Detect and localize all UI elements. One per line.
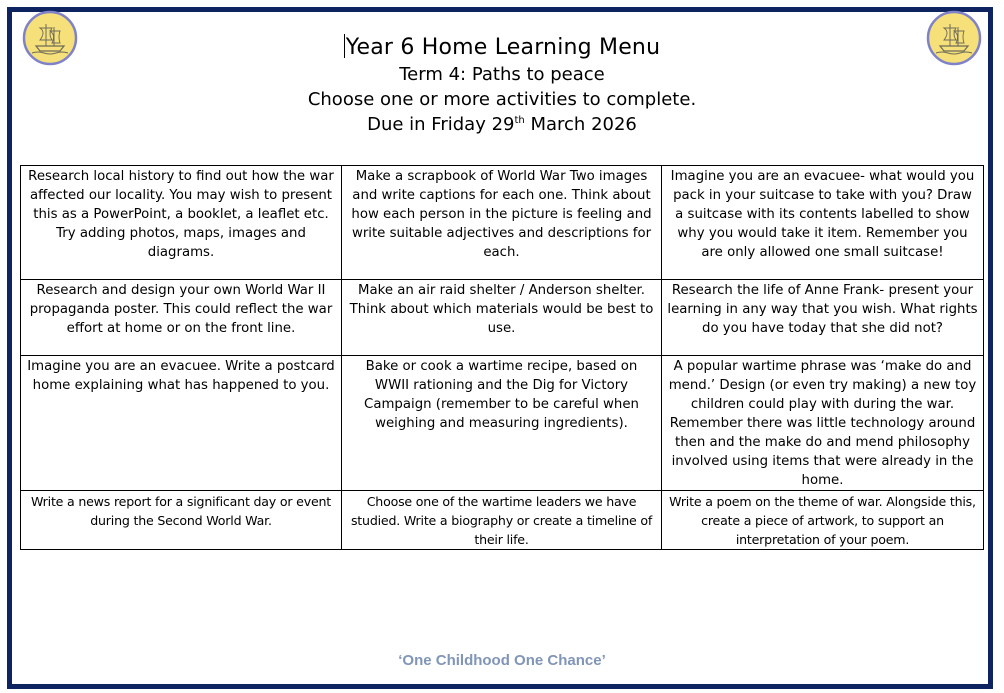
due-ordinal: th bbox=[514, 115, 525, 126]
due-date bbox=[0, 112, 1004, 137]
table-row bbox=[21, 280, 984, 356]
table-row bbox=[21, 166, 984, 280]
activity-cell: Research local history to find out how the war affected our locality. You may wish to present this as a PowerPoint, a booklet, a leaflet etc. Try adding photos, maps, images and diagrams. bbox=[21, 166, 342, 280]
activity-cell: Research the life of Anne Frank- present your learning in any way that you wish. What rights do you have today that she did not? bbox=[662, 280, 984, 356]
activity-cell: Make an air raid shelter / Anderson shelter. Think about which materials would be best to use. bbox=[342, 280, 662, 356]
term-subtitle: Term 4: Paths to peace bbox=[399, 64, 605, 85]
instruction-text: Choose one or more activities to complete. bbox=[307, 89, 697, 110]
activity-cell: Make a scrapbook of World War Two images and write captions for each one. Think about how each person in the picture is feeling and write suitable adjectives and descriptions for each. bbox=[342, 166, 662, 280]
activity-cell: Write a poem on the theme of war. Alongside this, create a piece of artwork, to support an interpretation of your poem. bbox=[662, 491, 984, 550]
text-cursor bbox=[344, 34, 345, 58]
activity-cell: Imagine you are an evacuee. Write a postcard home explaining what has happened to you. bbox=[21, 356, 342, 491]
activity-cell: Imagine you are an evacuee- what would you pack in your suitcase to take with you? Draw a suitcase with its contents labelled to show why you would take it item. Remember you are only allowed one small suitcase! bbox=[662, 166, 984, 280]
activity-menu-table bbox=[20, 165, 984, 550]
activity-cell: Research and design your own World War II propaganda poster. This could reflect the war effort at home or on the front line. bbox=[21, 280, 342, 356]
activity-cell: Bake or cook a wartime recipe, based on WWII rationing and the Dig for Victory Campaign (remember to be careful when weighing and measuring ingredients). bbox=[342, 356, 662, 491]
activity-cell: A popular wartime phrase was ‘make do and mend.’ Design (or even try making) a new toy children could play with during the war. Remember there was little technology around then and the make do and mend philosophy involved using items that were already in the home. bbox=[662, 356, 984, 491]
page-title[interactable] bbox=[0, 34, 1004, 62]
document-header bbox=[0, 34, 1004, 137]
table-row bbox=[21, 491, 984, 550]
due-prefix: Due in Friday 29 bbox=[367, 114, 515, 135]
due-rest: March 2026 bbox=[524, 114, 637, 135]
school-motto: ‘One Childhood One Chance’ bbox=[398, 652, 606, 669]
title-text: Year 6 Home Learning Menu bbox=[345, 35, 661, 60]
table-row bbox=[21, 356, 984, 491]
activity-cell: Choose one of the wartime leaders we have studied. Write a biography or create a timeline of their life. bbox=[342, 491, 662, 550]
activity-cell: Write a news report for a significant day or event during the Second World War. bbox=[21, 491, 342, 550]
